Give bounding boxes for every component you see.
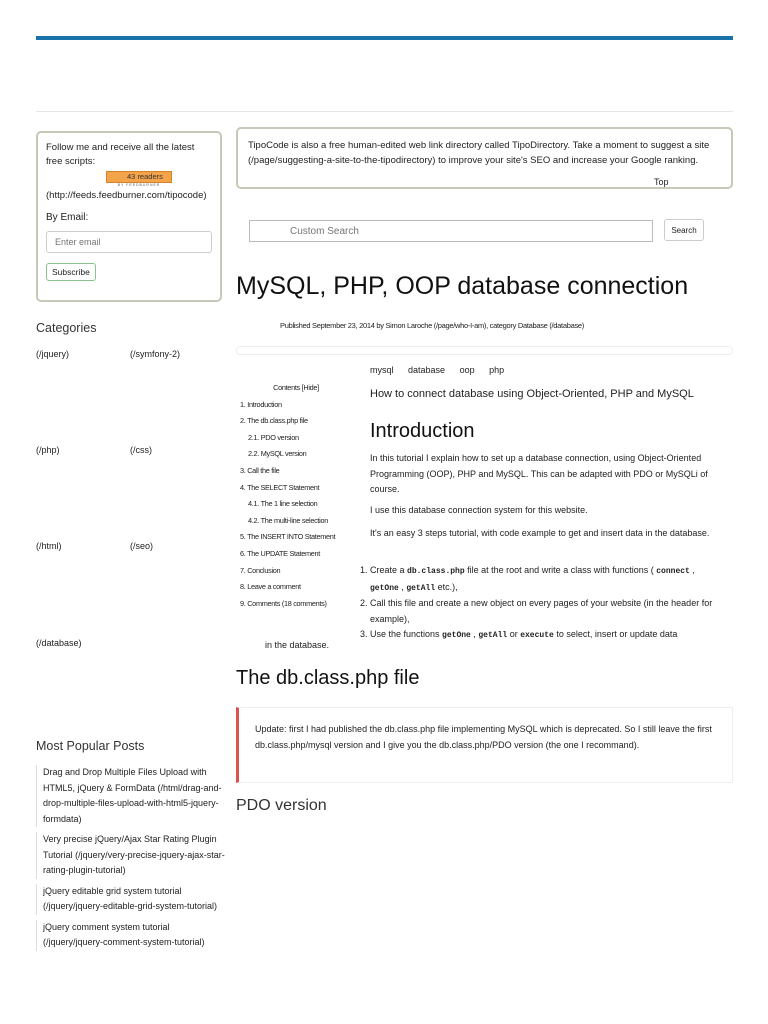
toc-item[interactable]: 4.1. The 1 line selection — [248, 499, 318, 509]
tag-database[interactable]: database — [408, 365, 446, 375]
toc-item[interactable]: 6. The UPDATE Statement — [240, 548, 321, 558]
category-seo[interactable]: (/seo) — [130, 541, 154, 551]
tag-php[interactable]: php — [489, 365, 505, 375]
category-html[interactable]: (/html) — [36, 541, 62, 551]
steps-tail: in the database. — [265, 640, 330, 650]
subscribe-button[interactable]: Subscribe — [46, 263, 96, 281]
category-database[interactable]: (/database) — [36, 638, 82, 648]
toc-item[interactable]: 1. Introduction — [240, 399, 282, 409]
search-button[interactable]: Search — [664, 219, 704, 241]
tag-list — [370, 365, 516, 375]
popular-post[interactable]: jQuery comment system tutorial (/jquery/jquery-comment-system-tutorial) — [36, 920, 226, 951]
toc-item[interactable]: 8. Leave a comment — [240, 582, 301, 592]
popular-post[interactable]: jQuery editable grid system tutorial (/jquery/jquery-editable-grid-system-tutorial) — [36, 884, 226, 915]
toc-item[interactable]: 9. Comments (18 comments) — [240, 598, 327, 608]
tag-mysql[interactable]: mysql — [370, 365, 394, 375]
update-callout: Update: first I had published the db.class.php file implementing MySQL which is deprecated. So I still leave the first db.class.php/mysql version and I give you the db.class.php/PDO version (the one I recommand). — [236, 707, 733, 783]
page-title: MySQL, PHP, OOP database connection — [236, 272, 689, 300]
popular-post[interactable]: Very precise jQuery/Ajax Star Rating Plugin Tutorial (/jquery/very-precise-jquery-ajax-star-rating-plugin-tutorial) — [36, 832, 226, 879]
category-php[interactable]: (/php) — [36, 445, 60, 455]
badge-count: 43 — [127, 172, 136, 181]
popular-heading: Most Popular Posts — [36, 739, 145, 753]
toc-title[interactable]: Contents [Hide] — [273, 383, 319, 392]
popular-post[interactable]: Drag and Drop Multiple Files Upload with HTML5, jQuery & FormData (/html/drag-and-drop-multiple-files-upload-with-html5-jquery-formdata) — [36, 765, 226, 827]
article-lead: How to connect database using Object-Oriented, PHP and MySQL — [370, 388, 694, 400]
popular-list — [36, 765, 226, 956]
categories-heading: Categories — [36, 321, 97, 335]
step-1: 1. Create a db.class.php file at the root and write a class with functions ( connect , getOne , getAll etc.), — [370, 563, 733, 596]
toc-item[interactable]: 2.1. PDO version — [248, 432, 299, 442]
toc-item[interactable]: 2. The db.class.php file — [240, 416, 308, 426]
feedburner-badge[interactable] — [106, 171, 172, 189]
follow-text: Follow me and receive all the latest free scripts: — [46, 142, 195, 167]
table-of-contents — [240, 380, 352, 612]
header-divider — [36, 111, 733, 112]
intro-paragraph-1: In this tutorial I explain how to set up a database connection, using Object-Oriented Programming (OOP), PHP and MySQL. This can be adapted with PDO or MySQLi of course. — [370, 453, 708, 494]
toc-item[interactable]: 4. The SELECT Statement — [240, 482, 320, 492]
feed-url[interactable]: (http://feeds.feedburner.com/tipocode) — [46, 190, 207, 201]
pdo-heading: PDO version — [236, 797, 327, 814]
tag-oop[interactable]: oop — [459, 365, 475, 375]
meta-separator — [236, 346, 733, 355]
category-jquery[interactable]: (/jquery) — [36, 349, 70, 359]
search-input[interactable] — [249, 220, 653, 242]
toc-item[interactable]: 4.2. The multi-line selection — [248, 515, 328, 525]
toc-item[interactable]: 3. Call the file — [240, 465, 280, 475]
intro-paragraph-2: I use this database connection system for this website. — [370, 505, 588, 515]
step-2: 2. Call this file and create a new object on every pages of your website (in the header for example), — [370, 596, 733, 627]
follow-widget — [36, 131, 222, 302]
db-class-heading: The db.class.php file — [236, 667, 420, 689]
by-email-label: By Email: — [46, 212, 89, 223]
intro-paragraph-3: It's an easy 3 steps tutorial, with code example to get and insert data in the database. — [370, 528, 710, 538]
badge-label: readers — [137, 172, 163, 181]
intro-heading: Introduction — [370, 420, 475, 442]
category-css[interactable]: (/css) — [130, 445, 152, 455]
step-3: 3. Use the functions getOne , getAll or execute to select, insert or update data — [370, 627, 733, 644]
published-meta: Published September 23, 2014 by Simon Laroche (/page/who-I-am), category Database (/database) — [280, 321, 584, 330]
steps-list — [358, 563, 733, 644]
top-accent-bar — [36, 36, 733, 40]
toc-item[interactable]: 2.2. MySQL version — [248, 449, 307, 459]
notice-text: TipoCode is also a free human-edited web link directory called TipoDirectory. Take a moment to suggest a site (/page/suggesting-a-site-to-the-tipodirectory) to improve your site's SEO and increase your Google ranking. — [248, 140, 710, 166]
category-symfony[interactable]: (/symfony-2) — [130, 349, 181, 359]
top-link[interactable]: Top — [654, 177, 669, 187]
email-field[interactable] — [46, 231, 212, 253]
toc-item[interactable]: 5. The INSERT INTO Statement — [240, 532, 336, 542]
toc-item[interactable]: 7. Conclusion — [240, 565, 281, 575]
badge-sub: BY FEEDBURNER — [117, 183, 161, 187]
